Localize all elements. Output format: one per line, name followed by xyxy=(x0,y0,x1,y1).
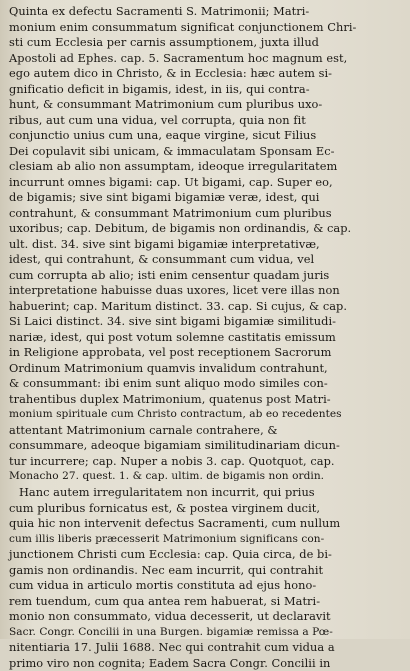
text-line: cum corrupta ab alio; isti enim censentur quadam juris xyxy=(9,267,330,282)
text-line: monio non consummato, vidua decesserit, ut declaravit xyxy=(9,609,331,624)
text-line: conjunctio unius cum una, eaque virgine, sicut Filius xyxy=(9,128,317,143)
text-line: nitentiaria 17. Julii 1688. Nec qui contrahit cum vidua a xyxy=(9,640,335,655)
text-line: cum pluribus fornicatus est, & postea virginem ducit, xyxy=(9,500,321,515)
text-line: in Religione approbata, vel post receptionem Sacrorum xyxy=(9,345,332,360)
text-line: Apostoli ad Ephes. cap. 5. Sacramentum hoc magnum est, xyxy=(9,50,348,65)
text-line: tur incurrere; cap. Nuper a nobis 3. cap. Quotquot, cap. xyxy=(9,453,335,468)
text-line: hunt, & consummant Matrimonium cum pluribus uxo- xyxy=(9,97,323,112)
text-line: cum vidua in articulo mortis constituta ad ejus hono- xyxy=(9,578,317,593)
text-line: incurrunt omnes bigami: cap. Ut bigami, cap. Super eo, xyxy=(9,174,333,189)
text-line: cum illis liberis præcesserit Matrimonium significans con- xyxy=(9,532,325,545)
text-line: monium spirituale cum Christo contractum, ab eo recedentes xyxy=(9,408,342,421)
text-line: clesiam ab alio non assumptam, ideoque irregularitatem xyxy=(9,159,338,174)
text-line: trahentibus duplex Matrimonium, quatenus post Matri- xyxy=(9,391,331,406)
text-line: & consummant: ibi enim sunt aliquo modo similes con- xyxy=(9,376,328,391)
text-line: idest, qui contrahunt, & consummant cum vidua, vel xyxy=(9,252,315,267)
text-line: Si Laici distinct. 34. sive sint bigami bigamiæ similitudi- xyxy=(9,314,337,329)
text-line: monium enim consummatum significat conjunctionem Chri- xyxy=(9,19,357,34)
text-line: Ordinum Matrimonium quamvis invalidum contrahunt, xyxy=(9,360,328,375)
text-line: Dei copulavit sibi unicam, & immaculatam Sponsam Ec- xyxy=(9,143,335,158)
text-line: quia hic non intervenit defectus Sacramenti, cum nullum xyxy=(9,516,341,531)
text-line: rem tuendum, cum qua antea rem habuerat, si Matri- xyxy=(9,593,321,608)
text-line: attentant Matrimonium carnale contrahere, & xyxy=(9,422,278,437)
text-line: Monacho 27. quest. 1. & cap. ultim. de bigamis non ordin. xyxy=(9,470,325,483)
text-line: interpretatione habuisse duas uxores, licet vere illas non xyxy=(9,283,340,298)
text-line: ego autem dico in Christo, & in Ecclesia: hæc autem si- xyxy=(9,66,333,81)
text-line: junctionem Christi cum Ecclesia: cap. Quia circa, de bi- xyxy=(9,547,332,562)
text-line: gnificatio deficit in bigamis, idest, in iis, qui contra- xyxy=(9,81,310,96)
text-line: consummare, adeoque bigamiam similitudinariam dicun- xyxy=(9,438,340,453)
text-line: primo viro non cognita; Eadem Sacra Congr. Concilii in xyxy=(9,655,331,670)
text-line: sti cum Ecclesia per carnis assumptionem, juxta illud xyxy=(9,35,320,50)
text-line: ult. dist. 34. sive sint bigami bigamiæ interpretativæ, xyxy=(9,236,320,251)
text-line: de bigamis; sive sint bigami bigamiæ veræ, idest, qui xyxy=(9,190,320,205)
text-line: habuerint; cap. Maritum distinct. 33. cap. Si cujus, & cap. xyxy=(9,298,348,313)
text-line: Sacr. Congr. Concilii in una Burgen. bigamiæ remissa a Pœ- xyxy=(9,625,333,638)
text-line: gamis non ordinandis. Nec eam incurrit, qui contrahit xyxy=(9,562,324,577)
text-line: ribus, aut cum una vidua, vel corrupta, quia non fit xyxy=(9,112,306,127)
paragraph-start-line: Hanc autem irregularitatem non incurrit, qui prius xyxy=(18,484,315,499)
text-line: Quinta ex defectu Sacramenti S. Matrimonii; Matri- xyxy=(9,4,310,18)
text-line: contrahunt, & consummant Matrimonium cum pluribus xyxy=(9,205,332,220)
text-line: nariæ, idest, qui post votum solemne castitatis emissum xyxy=(9,329,336,344)
text-line: uxoribus; cap. Debitum, de bigamis non ordinandis, & cap. xyxy=(9,221,352,236)
